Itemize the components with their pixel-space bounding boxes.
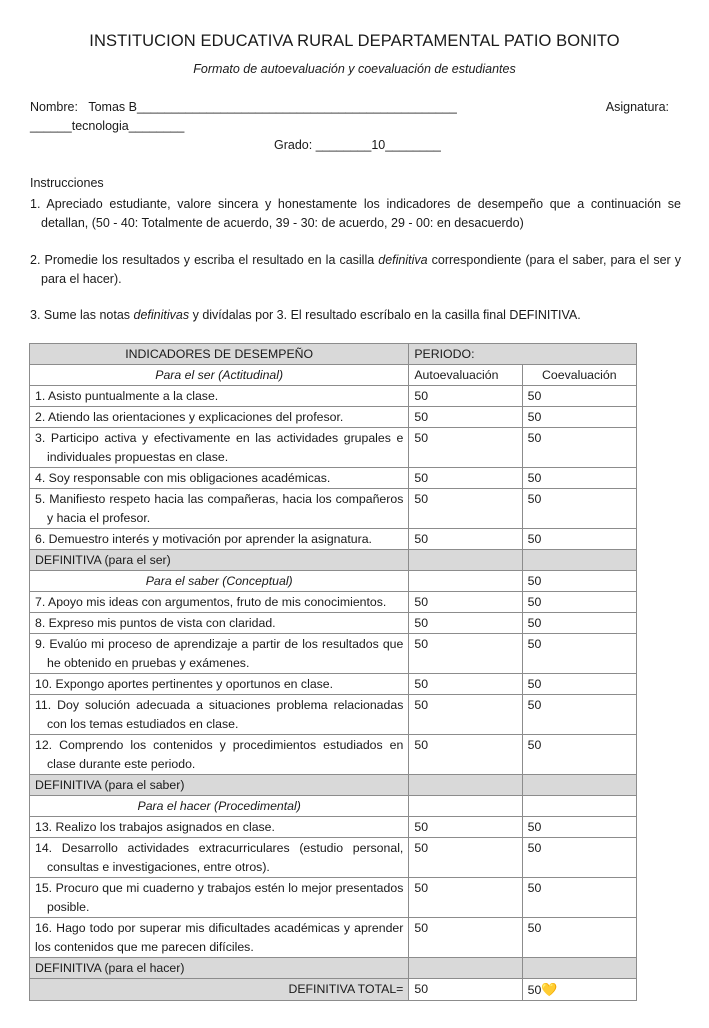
column-coe-header: Coevaluación	[522, 365, 636, 386]
coe-score[interactable]: 50	[522, 407, 636, 428]
section-hacer-header	[30, 796, 637, 817]
auto-score[interactable]: 50	[409, 592, 522, 613]
indicator-text: 9. Evalúo mi proceso de aprendizaje a partir de los resultados que he obtenido en pruebas y exámenes.	[30, 634, 409, 674]
auto-score[interactable]: 50	[409, 735, 522, 775]
table-row	[30, 817, 637, 838]
yellow-heart-icon: 💛	[541, 982, 558, 997]
coe-score[interactable]: 50	[522, 428, 636, 468]
coe-score[interactable]: 50	[522, 838, 636, 878]
nombre-label: Nombre:	[30, 100, 78, 114]
coe-score[interactable]: 50	[522, 489, 636, 529]
auto-score[interactable]: 50	[409, 918, 522, 958]
auto-score[interactable]: 50	[409, 817, 522, 838]
instruction-3-text-end: y divídalas por 3. El resultado escríbalo en la casilla final DEFINITIVA.	[189, 308, 581, 322]
auto-score[interactable]: 50	[409, 428, 522, 468]
table-row	[30, 613, 637, 634]
definitiva-ser-label: DEFINITIVA (para el ser)	[30, 550, 409, 571]
coe-score[interactable]: 50	[522, 468, 636, 489]
indicator-text: 12. Comprendo los contenidos y procedimientos estudiados en clase durante este periodo.	[30, 735, 409, 775]
indicator-text: 6. Demuestro interés y motivación por aprender la asignatura.	[30, 529, 409, 550]
table-row	[30, 634, 637, 674]
table-row	[30, 838, 637, 878]
instruction-2-text: 2. Promedie los resultados y escriba el resultado en la casilla	[30, 253, 379, 267]
indicator-text: 13. Realizo los trabajos asignados en clase.	[30, 817, 409, 838]
table-row	[30, 407, 637, 428]
table-row	[30, 468, 637, 489]
asignatura-label: Asignatura:	[605, 100, 669, 114]
auto-score[interactable]: 50	[409, 386, 522, 407]
table-header-row	[30, 344, 637, 365]
instruction-2	[30, 251, 681, 289]
table-row	[30, 592, 637, 613]
indicator-text: 10. Expongo aportes pertinentes y oportunos en clase.	[30, 674, 409, 695]
table-row	[30, 918, 637, 958]
table-row	[30, 735, 637, 775]
header-period: PERIODO:	[409, 344, 637, 365]
indicator-text: 11. Doy solución adecuada a situaciones problema relacionadas con los temas estudiados en clase.	[30, 695, 409, 735]
table-row	[30, 489, 637, 529]
coe-score[interactable]: 50	[522, 529, 636, 550]
definitiva-saber-label: DEFINITIVA (para el saber)	[30, 775, 409, 796]
total-row	[30, 979, 637, 1001]
evaluation-table	[29, 343, 637, 1001]
coe-score[interactable]: 50	[522, 735, 636, 775]
asignatura-field	[30, 119, 184, 133]
indicator-text: 15. Procuro que mi cuaderno y trabajos estén lo mejor presentados posible.	[30, 878, 409, 918]
instruction-3	[30, 308, 581, 322]
grado-field	[274, 138, 441, 152]
definitiva-saber-row	[30, 775, 637, 796]
auto-score[interactable]: 50	[409, 838, 522, 878]
table-row	[30, 674, 637, 695]
section-hacer-coe[interactable]	[522, 796, 636, 817]
total-label: DEFINITIVA TOTAL=	[30, 979, 409, 1001]
coe-score[interactable]: 50	[522, 613, 636, 634]
instructions-title: Instrucciones	[30, 176, 104, 190]
total-auto[interactable]: 50	[409, 979, 522, 1001]
section-ser-title: Para el ser (Actitudinal)	[30, 365, 409, 386]
auto-score[interactable]: 50	[409, 529, 522, 550]
section-hacer-title: Para el hacer (Procedimental)	[30, 796, 409, 817]
grado-value: 10	[371, 138, 386, 152]
coe-score[interactable]: 50	[522, 918, 636, 958]
definitiva-ser-coe[interactable]	[522, 550, 636, 571]
coe-score[interactable]: 50	[522, 634, 636, 674]
indicator-text: 5. Manifiesto respeto hacia las compañeras, hacia los compañeros y hacia el profesor.	[30, 489, 409, 529]
table-row	[30, 386, 637, 407]
coe-score[interactable]: 50	[522, 386, 636, 407]
indicator-text: 2. Atiendo las orientaciones y explicaciones del profesor.	[30, 407, 409, 428]
definitiva-ser-row	[30, 550, 637, 571]
definitiva-hacer-label: DEFINITIVA (para el hacer)	[30, 958, 409, 979]
auto-score[interactable]: 50	[409, 634, 522, 674]
instruction-2-text-end: correspondiente (para el saber, para el ser y para el hacer).	[41, 253, 682, 286]
auto-score[interactable]: 50	[409, 489, 522, 529]
indicator-text: 3. Participo activa y efectivamente en las actividades grupales e individuales propuestas en clase.	[30, 428, 409, 468]
nombre-line: ______________________________________________	[137, 100, 457, 114]
indicator-text: 1. Asisto puntualmente a la clase.	[30, 386, 409, 407]
auto-score[interactable]: 50	[409, 468, 522, 489]
table-row	[30, 695, 637, 735]
auto-score[interactable]: 50	[409, 674, 522, 695]
document-title: INSTITUCION EDUCATIVA RURAL DEPARTAMENTAL PATIO BONITO	[89, 32, 620, 50]
nombre-field	[30, 100, 457, 114]
indicator-text: 8. Expreso mis puntos de vista con claridad.	[30, 613, 409, 634]
definitiva-saber-coe[interactable]	[522, 775, 636, 796]
indicator-text: 7. Apoyo mis ideas con argumentos, fruto de mis conocimientos.	[30, 592, 409, 613]
instruction-1: 1. Apreciado estudiante, valore sincera y honestamente los indicadores de desempeño que a continuación se detallan, (50 - 40: Totalmente de acuerdo, 39 - 30: de acuerdo, 29 - 00: en desacuerdo)	[30, 197, 681, 230]
coe-score[interactable]: 50	[522, 592, 636, 613]
instruction-3-emphasis: definitivas	[133, 308, 190, 322]
asignatura-line-pre: ______	[30, 119, 72, 133]
section-saber-title: Para el saber (Conceptual)	[30, 571, 409, 592]
indicator-text: 4. Soy responsable con mis obligaciones académicas.	[30, 468, 409, 489]
section-saber-auto[interactable]	[409, 571, 522, 592]
coe-score[interactable]: 50	[522, 695, 636, 735]
auto-score[interactable]: 50	[409, 613, 522, 634]
coe-score[interactable]: 50	[522, 674, 636, 695]
table-row	[30, 529, 637, 550]
section-saber-header	[30, 571, 637, 592]
instruction-3-text: 3. Sume las notas	[30, 308, 134, 322]
auto-score[interactable]: 50	[409, 407, 522, 428]
column-auto-header: Autoevaluación	[409, 365, 522, 386]
instruction-2-emphasis: definitiva	[378, 253, 428, 267]
definitiva-ser-auto[interactable]	[409, 550, 522, 571]
section-ser-header	[30, 365, 637, 386]
definitiva-hacer-auto[interactable]	[409, 958, 522, 979]
document-subtitle: Formato de autoevaluación y coevaluación de estudiantes	[193, 62, 516, 76]
header-indicators: INDICADORES DE DESEMPEÑO	[30, 344, 409, 365]
section-saber-coe[interactable]: 50	[522, 571, 636, 592]
definitiva-hacer-row	[30, 958, 637, 979]
total-coe[interactable]	[522, 979, 636, 1001]
auto-score[interactable]: 50	[409, 695, 522, 735]
indicator-text: 14. Desarrollo actividades extracurriculares (estudio personal, consultas e investigaciones, entre otros).	[30, 838, 409, 878]
nombre-value: Tomas B	[88, 100, 137, 114]
total-coe-value: 50	[527, 983, 542, 997]
grado-line-pre: ________	[315, 138, 372, 152]
asignatura-line-post: ________	[128, 119, 185, 133]
table-row	[30, 428, 637, 468]
coe-score[interactable]: 50	[522, 878, 636, 918]
definitiva-saber-auto[interactable]	[409, 775, 522, 796]
definitiva-hacer-coe[interactable]	[522, 958, 636, 979]
auto-score[interactable]: 50	[409, 878, 522, 918]
asignatura-value: tecnologia	[71, 119, 129, 133]
section-hacer-auto[interactable]	[409, 796, 522, 817]
grado-label: Grado:	[274, 138, 313, 152]
coe-score[interactable]: 50	[522, 817, 636, 838]
table-row	[30, 878, 637, 918]
grado-line-post: ________	[385, 138, 441, 152]
indicator-text: 16. Hago todo por superar mis dificultades académicas y aprender los contenidos que me parecen difíciles.	[30, 918, 409, 958]
